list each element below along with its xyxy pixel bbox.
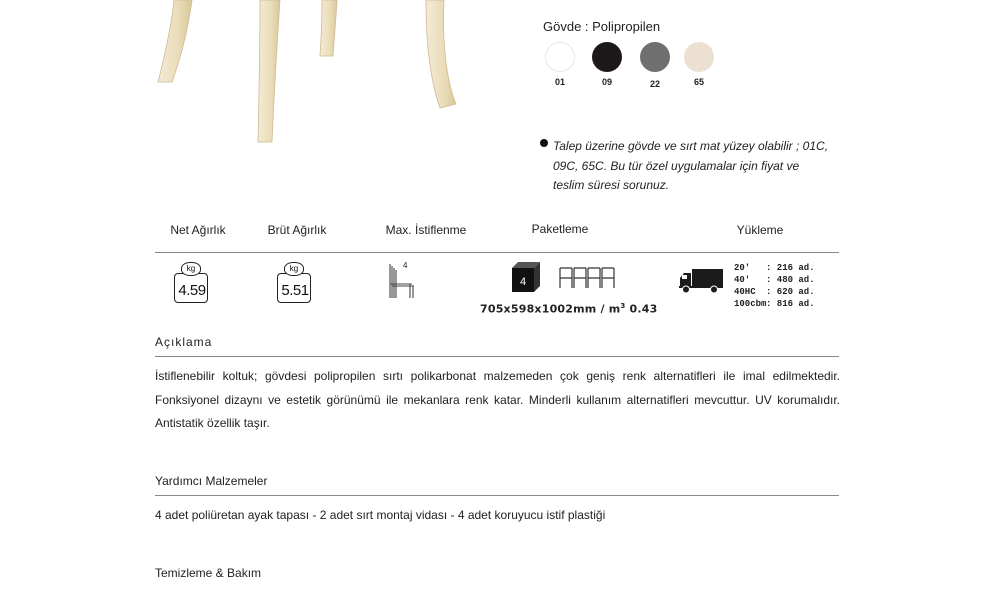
loading-qty: : 816 ad. <box>766 299 815 309</box>
loading-row <box>734 286 815 298</box>
stack-count: 4 <box>403 261 408 270</box>
header-loading: Yükleme <box>736 223 784 237</box>
kg-tag: kg <box>284 262 304 276</box>
loading-row <box>734 262 815 274</box>
yardimci-title: Yardımcı Malzemeler <box>155 474 268 488</box>
specs-divider <box>155 252 839 253</box>
chair-leg-front-center <box>258 0 280 142</box>
stacked-chairs-icon <box>386 258 422 302</box>
aciklama-text: İstiflenebilir koltuk; gövdesi polipropilen sırtı polikarbonat malzemeden çok geniş renk alternatifleri ile imal edilmektedir. Fonksiyonel dizaynı ve estetik görünümü ile mekanlara renk katar. Minderli kullanım alternatifleri mevcuttur. UV korumalıdır. Antistatik özellik taşır. <box>155 369 840 430</box>
package-volume: 0.43 <box>625 302 658 316</box>
loading-container: 40HC <box>734 287 756 297</box>
loading-row <box>734 274 815 286</box>
header-max-stack: Max. İstiflenme <box>385 223 467 237</box>
color-swatch <box>684 42 714 72</box>
loading-qty: : 216 ad. <box>766 263 815 273</box>
header-gross-weight: Brüt Ağırlık <box>267 223 327 237</box>
color-swatch-code: 65 <box>693 77 704 87</box>
gross-weight-icon <box>277 264 311 303</box>
package-dims-text: 705x598x1002mm / m <box>480 302 621 316</box>
color-swatch <box>545 42 575 72</box>
color-swatch <box>592 42 622 72</box>
chair-leg-back-center <box>320 0 337 56</box>
loading-row <box>734 298 815 310</box>
loading-table <box>734 262 815 310</box>
gross-weight-value: 5.51 <box>281 282 309 299</box>
temizleme-title: Temizleme & Bakım <box>155 566 262 580</box>
truck-icon <box>678 268 724 294</box>
chair-leg-front-right <box>426 0 456 108</box>
pack-count: 4 <box>519 276 527 288</box>
chairs-row-icon <box>560 268 614 288</box>
package-dimensions <box>480 302 657 316</box>
yardimci-text: 4 adet poliüretan ayak tapası - 2 adet sırt montaj vidası - 4 adet koruyucu istif plastiği <box>155 508 606 522</box>
package-dims-sup: 3 <box>620 302 626 310</box>
kg-tag: kg <box>181 262 201 276</box>
color-swatch-code: 09 <box>601 77 612 87</box>
loading-container: 20' <box>734 263 751 273</box>
loading-qty: : 620 ad. <box>766 287 815 297</box>
color-swatch-code: 01 <box>554 77 565 87</box>
govde-title: Gövde : Polipropilen <box>543 19 661 34</box>
chair-legs-image <box>150 0 470 150</box>
color-swatch-code: 22 <box>649 79 660 89</box>
note-text: Talep üzerine gövde ve sırt mat yüzey olabilir ; 01C, 09C, 65C. Bu tür özel uygulamalar için fiyat ve teslim süresi sorunuz. <box>553 139 829 192</box>
net-weight-icon <box>174 264 208 303</box>
packaging-icon <box>510 260 620 296</box>
net-weight-value: 4.59 <box>178 282 206 299</box>
aciklama-divider <box>155 356 839 357</box>
loading-container: 40' <box>734 275 751 285</box>
aciklama-title: Açıklama <box>155 335 213 349</box>
loading-container: 100cbm <box>734 299 767 309</box>
yardimci-divider <box>155 495 839 496</box>
header-packaging: Paketleme <box>531 222 589 236</box>
header-net-weight: Net Ağırlık <box>170 223 226 237</box>
color-swatch <box>640 42 670 72</box>
chair-leg-front-left <box>158 0 192 82</box>
loading-qty: : 480 ad. <box>766 275 815 285</box>
note-bullet-icon <box>540 139 548 147</box>
